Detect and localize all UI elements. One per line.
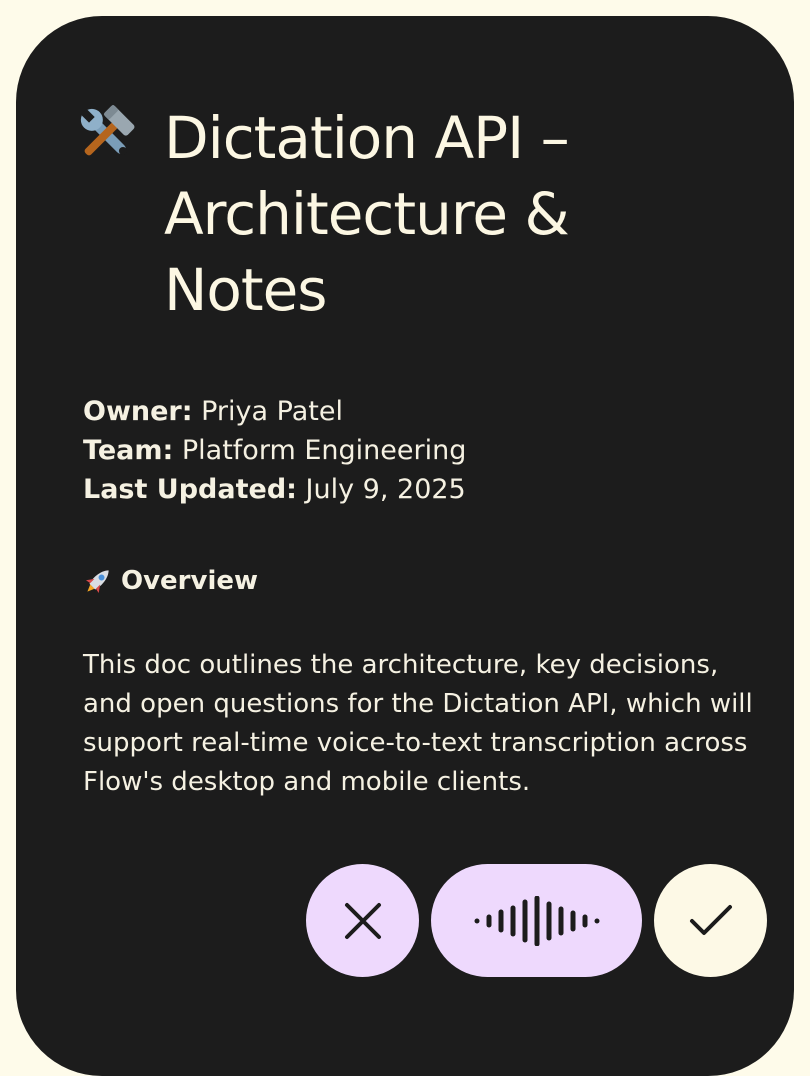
- overview-heading: [81, 562, 258, 600]
- page-title: Dictation API – Architecture & Notes: [164, 104, 569, 324]
- checkmark-icon: [689, 903, 733, 939]
- owner-label: Owner:: [83, 396, 193, 427]
- team-value: Platform Engineering: [173, 435, 467, 466]
- confirm-button[interactable]: [654, 864, 767, 977]
- last-updated-label: Last Updated:: [83, 474, 297, 505]
- waveform-icon: [472, 896, 602, 946]
- cancel-button[interactable]: [306, 864, 419, 977]
- last-updated-line: [83, 470, 466, 509]
- voice-dictation-button[interactable]: [431, 864, 642, 977]
- overview-body: This doc outlines the architecture, key decisions, and open questions for the Dictation API, which will support real-time voice-to-text transcription across Flow's desktop and mobile clients.: [83, 650, 753, 797]
- hammer-and-wrench-icon: [74, 102, 138, 166]
- owner-value: Priya Patel: [192, 396, 343, 427]
- last-updated-value: July 9, 2025: [296, 474, 466, 505]
- close-icon: [343, 901, 383, 941]
- document-metadata: [83, 392, 466, 509]
- team-line: [83, 431, 466, 470]
- rocket-icon: [81, 564, 115, 598]
- overview-heading-text: Overview: [121, 566, 259, 596]
- team-label: Team:: [83, 435, 174, 466]
- owner-line: [83, 392, 466, 431]
